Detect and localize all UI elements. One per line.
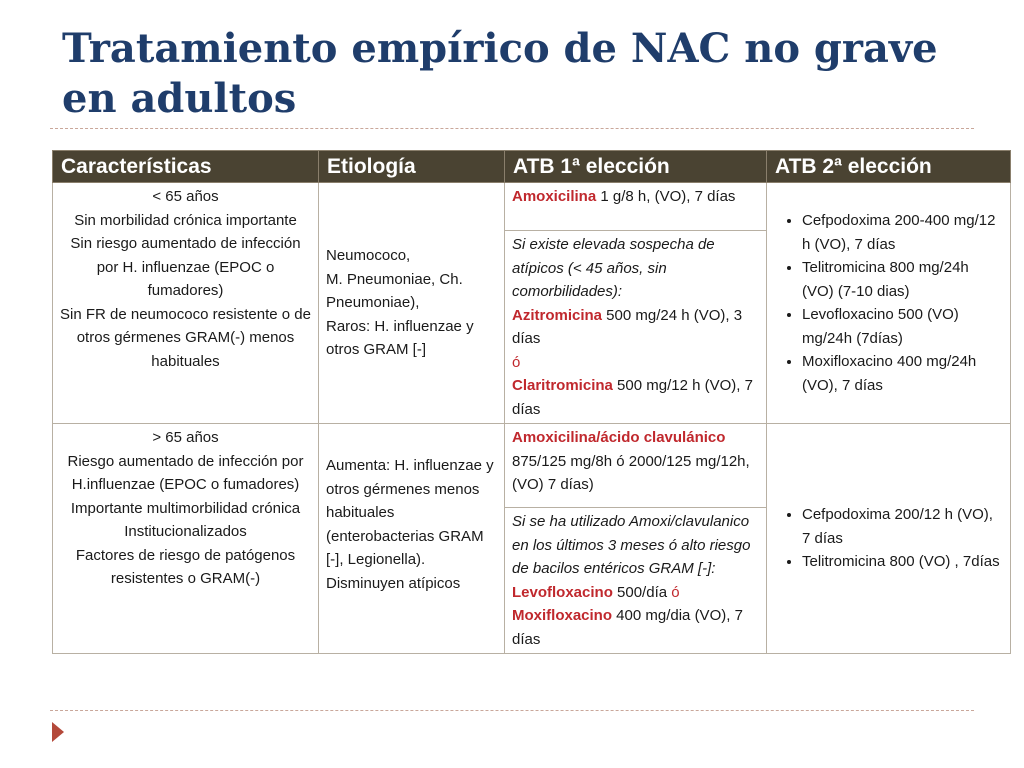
text-line: < 65 años	[152, 188, 219, 205]
drug-dose: 500 mg/12 h (VO), 7 días	[512, 377, 753, 418]
text-line: Raros: H. influenzae y otros GRAM [-]	[326, 317, 474, 359]
drug-dose: 400 mg/dia (VO), 7 días	[512, 607, 743, 648]
list-item: • Cefpodoxima 200/12 h (VO), 7 días	[802, 503, 1003, 550]
header-etiologia: Etiología	[319, 151, 505, 183]
row1-atb1-alternative	[505, 231, 767, 424]
drug-dose: 1 g/8 h, (VO), 7 días	[596, 188, 736, 205]
table-row	[53, 424, 1011, 508]
header-atb-2: ATB 2ª elección	[767, 151, 1011, 183]
atb2-list	[774, 209, 1003, 397]
table-header-row	[53, 151, 1011, 183]
drug-name: Levofloxacino	[512, 583, 613, 601]
page-title: Tratamiento empírico de NAC no grave en adultos	[62, 25, 938, 122]
text-line: Institucionalizados	[124, 523, 247, 540]
header-atb-1: ATB 1ª elección	[505, 151, 767, 183]
row2-caracteristicas	[53, 424, 319, 654]
or-text: ó	[512, 353, 521, 371]
row2-atb1-alternative	[505, 508, 767, 654]
drug-name: Moxifloxacino	[512, 607, 613, 624]
text-line: > 65 años	[152, 429, 219, 446]
row2-etiologia	[319, 424, 505, 654]
triangle-arrow-icon	[52, 722, 64, 742]
drug-name: Amoxicilina/ácido clavulánico	[512, 429, 726, 446]
or-text: ó	[671, 583, 680, 601]
row1-etiologia	[319, 183, 505, 424]
row1-atb2	[767, 183, 1011, 424]
text-line: Sin riesgo aumentado de infección por H. influenzae (EPOC o fumadores)	[70, 235, 301, 299]
drug-dose: 500 mg/24 h (VO), 3 días	[512, 306, 743, 347]
text-line: Riesgo aumentado de infección por H.influenzae (EPOC o fumadores)	[67, 452, 304, 493]
list-item: • Levofloxacino 500 (VO) mg/24h (7días)	[802, 303, 1003, 350]
text-line: Neumococo,	[326, 247, 411, 265]
row2-atb2	[767, 424, 1011, 654]
list-item: • Telitromicina 800 mg/24h (VO) (7-10 dias)	[802, 256, 1003, 303]
drug-name: Amoxicilina	[512, 188, 597, 205]
divider-top	[50, 128, 974, 129]
text-line: M. Pneumoniae, Ch. Pneumoniae),	[326, 270, 463, 312]
condition-text: Si se ha utilizado Amoxi/clavulanico en los últimos 3 meses ó alto riesgo de bacilos entéricos GRAM [-]:	[512, 513, 751, 577]
header-caracteristicas: Características	[53, 151, 319, 183]
treatment-table	[52, 150, 1011, 654]
atb2-list	[774, 503, 1003, 574]
text-line: Sin morbilidad crónica importante	[74, 211, 297, 229]
condition-text: Si existe elevada sospecha de atípicos (< 45 años, sin comorbilidades):	[512, 236, 715, 300]
text-line: Aumenta: H. influenzae y otros gérmenes menos habituales (enterobacterias GRAM [-], Legionella).	[326, 457, 494, 568]
drug-name: Claritromicina	[512, 377, 613, 394]
row2-atb1-primary	[505, 424, 767, 508]
text-line: Importante multimorbilidad crónica	[70, 499, 301, 517]
list-item: • Telitromicina 800 (VO) , 7días	[802, 550, 1003, 574]
drug-dose: 500/día	[612, 583, 672, 601]
row1-caracteristicas	[53, 183, 319, 424]
drug-name: Azitromicina	[512, 306, 603, 324]
list-item: • Moxifloxacino 400 mg/24h (VO), 7 días	[802, 350, 1003, 397]
divider-bottom	[50, 710, 974, 711]
row1-atb1-primary	[505, 183, 767, 231]
drug-dose: 875/125 mg/8h ó 2000/125 mg/12h, (VO) 7 días)	[512, 452, 750, 493]
text-line: Disminuyen atípicos	[326, 574, 461, 592]
text-line: Factores de riesgo de patógenos resistentes o GRAM(-)	[75, 546, 296, 587]
list-item: • Cefpodoxima 200-400 mg/12 h (VO), 7 días	[802, 209, 1003, 256]
table-row	[53, 183, 1011, 231]
text-line: Sin FR de neumococo resistente o de otros gérmenes GRAM(-) menos habituales	[60, 305, 311, 370]
